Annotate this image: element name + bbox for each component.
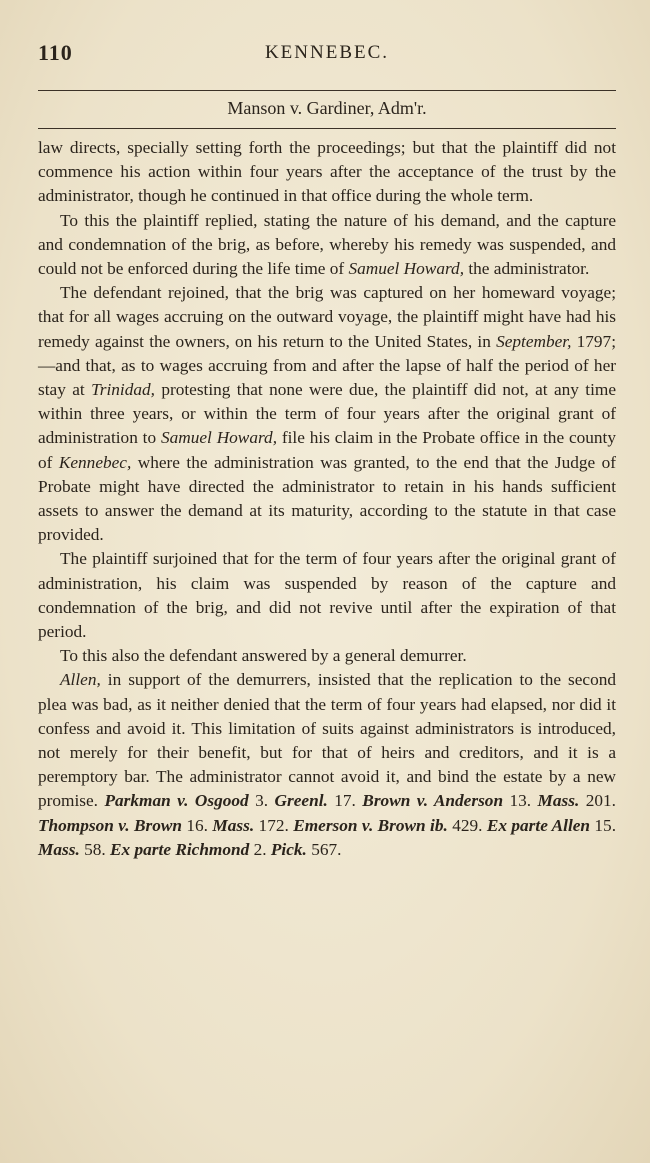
paragraph	[38, 644, 616, 668]
text-run: 15.	[590, 815, 617, 835]
citation-run: Mass.	[537, 791, 580, 811]
citation-run: Thompson v. Brown	[38, 815, 183, 835]
text-run: 172.	[254, 815, 294, 835]
citation-run: Pick.	[270, 839, 307, 859]
case-title-rule	[38, 128, 616, 129]
citation-run: Mass.	[212, 815, 255, 835]
citation-run: Greenl.	[274, 791, 328, 811]
header-rule	[38, 90, 616, 91]
text-run: 201.	[579, 791, 617, 811]
text-run: 429.	[447, 815, 487, 835]
text-run: 567.	[306, 839, 342, 859]
running-title: KENNEBEC.	[264, 42, 390, 63]
citation-run: Mass.	[38, 839, 80, 859]
text-run: protesting that none were due, the plaintiff did not, at any time within three years, or within the term of four years after the original grant of administration to	[38, 380, 616, 448]
citation-run: Ex parte Allen	[486, 815, 591, 835]
paragraph	[38, 547, 616, 644]
italic-run: Samuel Howard,	[160, 428, 278, 448]
case-title: Manson v. Gardiner, Adm'r.	[227, 98, 427, 118]
paragraph	[38, 281, 616, 547]
italic-run: Samuel Howard,	[348, 259, 465, 279]
text-run: 3.	[248, 791, 275, 811]
text-run: in support of the demurrers, insisted that the replication to the second plea was bad, as it neither denied that the term of four years had elapsed, nor did it confess and avoid it. This limitation of suits against administrators is introduced, not merely for their benefit, but for that of heirs and creditors, and it is a peremptory bar. The administrator cannot avoid it, and bind the estate by a new promise.	[38, 670, 616, 811]
text-run: To this the plaintiff replied, stating the nature of his demand, and the capture and condemnation of the brig, as before, whereby his remedy was suspended, and could not be enforced during the life time of	[38, 210, 616, 279]
italic-run: September,	[496, 331, 572, 351]
text-run: where the administration was granted, to the end that the Judge of Probate might have directed the administrator to retain in his hands sufficient assets to answer the demand at its maturity, according to the statute in that case provided.	[38, 452, 617, 545]
text-run: 2.	[249, 839, 271, 859]
page-number: 110	[38, 40, 73, 65]
text-run: 58.	[79, 839, 111, 859]
text-run: To this also the defendant answered by a general demurrer.	[60, 646, 467, 666]
citation-run: Emerson v. Brown ib.	[293, 815, 448, 835]
text-run: The defendant rejoined, that the brig was captured on her homeward voyage; that for all wages accruing on the outward voyage, the plaintiff might have had his remedy against the owners, on his return to the United States, in	[38, 283, 616, 351]
text-run: 16.	[182, 815, 213, 835]
text-run: the administrator.	[464, 259, 590, 279]
text-run: 17.	[327, 791, 363, 811]
paragraph	[38, 136, 616, 209]
citation-run: Brown v. Anderson	[362, 791, 504, 811]
page-header	[38, 40, 616, 70]
text-run: file his claim in the Probate office in the county of	[38, 428, 616, 472]
text-run: law directs, specially setting forth the proceedings; but that the plaintiff did not commence his action within four years after the acceptance of the trust by the administrator, though he continued in that office during the whole term.	[38, 138, 616, 206]
italic-run: Allen,	[60, 670, 101, 690]
citation-run: Parkman v. Osgood	[104, 791, 249, 811]
text-run: The plaintiff surjoined that for the term of four years after the original grant of administration, his claim was suspended by reason of the capture and condemnation of the brig, and did not revive until after the expiration of that period.	[38, 549, 616, 642]
paragraph	[38, 668, 616, 862]
text-run: 13.	[503, 791, 538, 811]
citation-run: Ex parte Richmond	[110, 839, 250, 859]
italic-run: Kennebec,	[58, 452, 132, 472]
italic-run: Trinidad,	[91, 380, 155, 400]
text-run: 1797;—and that, as to wages accruing from and after the lapse of half the period of her stay at	[38, 331, 617, 400]
body-text	[38, 136, 616, 862]
paragraph	[38, 209, 616, 282]
